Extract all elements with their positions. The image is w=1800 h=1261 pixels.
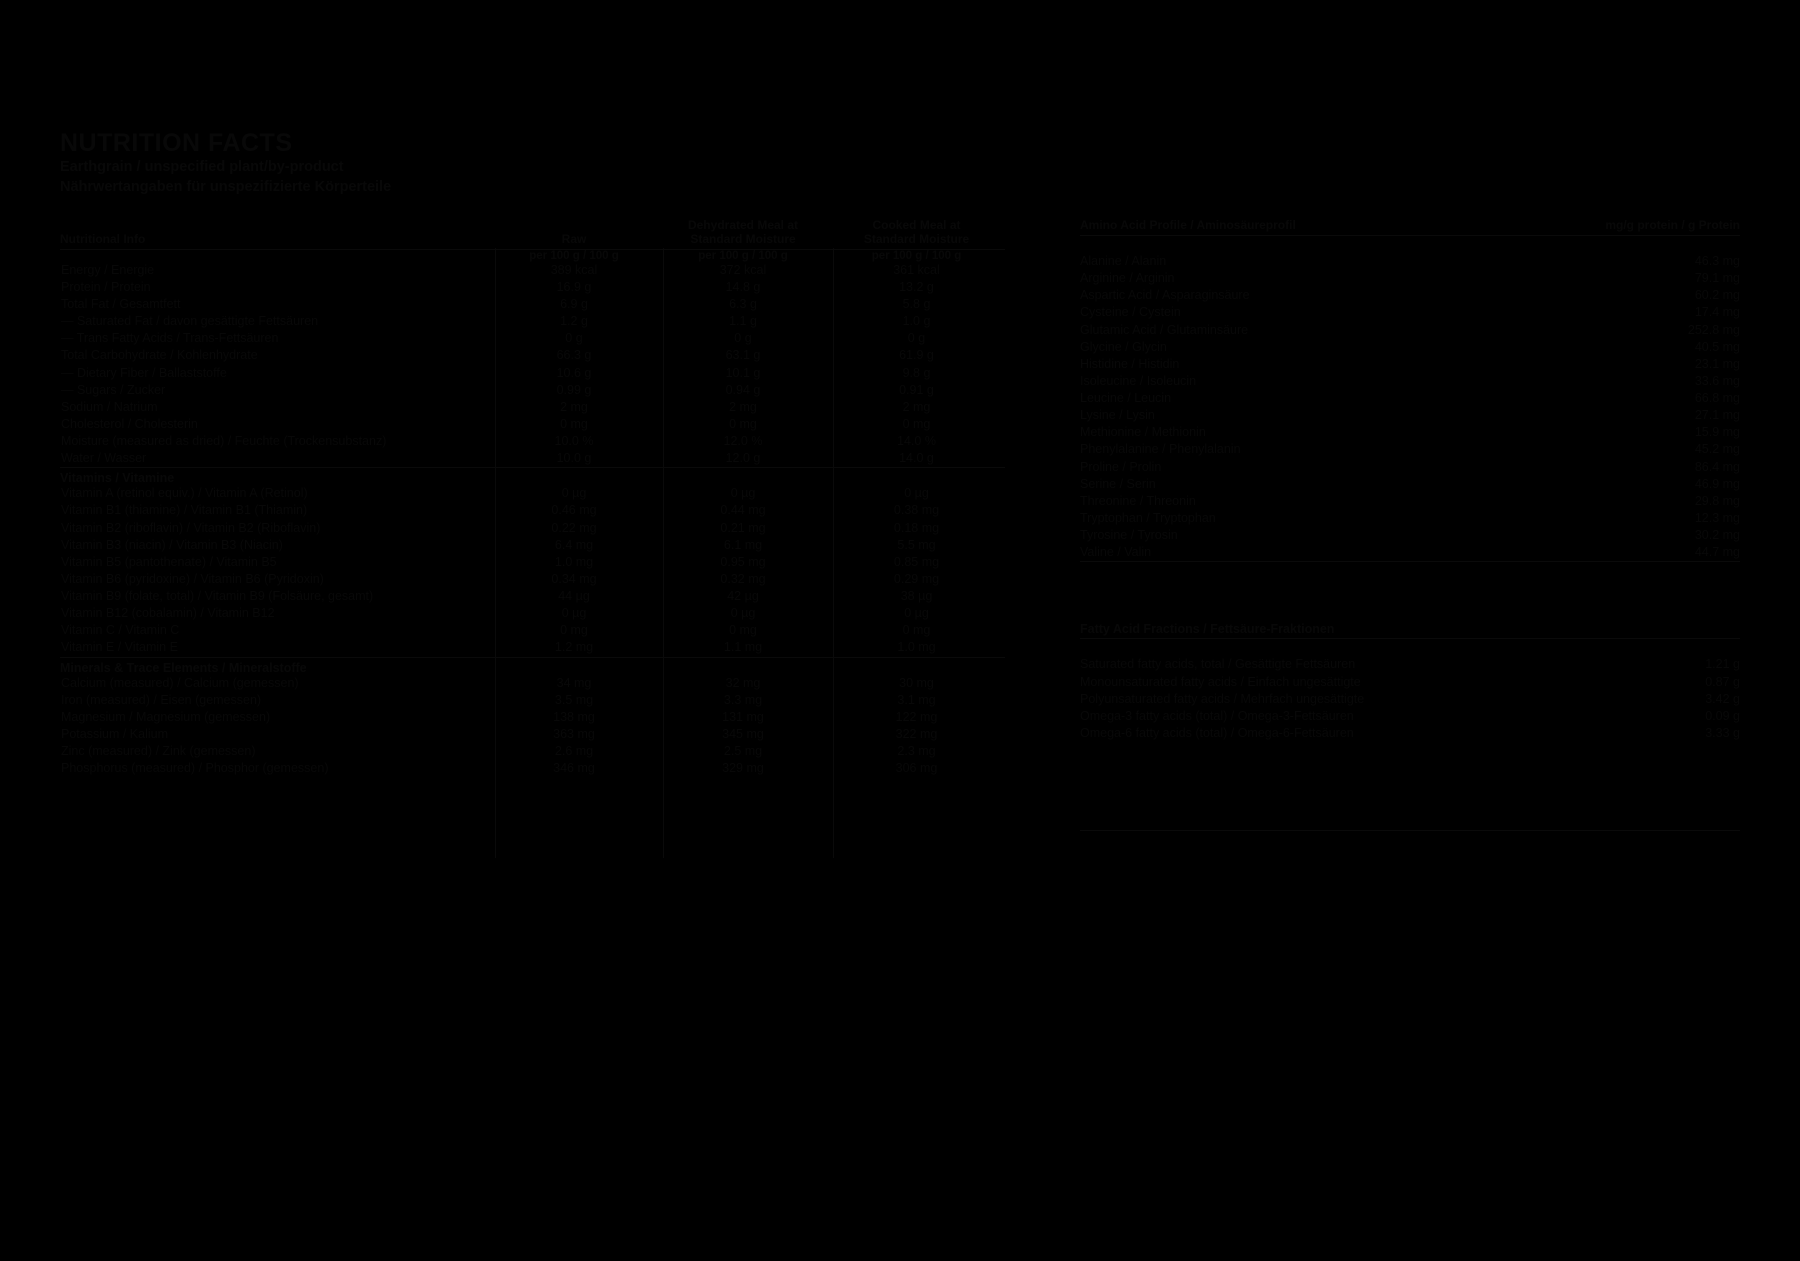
table-row: Calcium (measured) / Calcium (gemessen) 34 mg 32 mg 30 mg xyxy=(61,675,934,690)
table-row: Lysine / Lysin 27.1 mg xyxy=(1080,408,1740,423)
table-row: Vitamin C / Vitamin C 0 mg 0 mg 0 mg xyxy=(61,623,931,638)
table-row: Monounsaturated fatty acids / Einfach ungesättigte 0.87 g xyxy=(1080,674,1740,689)
table-row: Vitamin E / Vitamin E 1.2 mg 1.1 mg 1.0 mg xyxy=(61,640,936,655)
table-row: Omega-6 fatty acids (total) / Omega-6-Fettsäuren 3.33 g xyxy=(1080,725,1740,740)
amino-acid-bottom-rule xyxy=(1080,562,1740,580)
table-row: — Sugars / Zucker 0.99 g 0.94 g 0.91 g xyxy=(61,382,934,397)
table-row: Potassium / Kalium 363 mg 345 mg 322 mg xyxy=(61,726,938,741)
table-row: Histidine / Histidin 23.1 mg xyxy=(1080,356,1740,371)
right-column-bottom-rule xyxy=(1080,830,1740,831)
nutrition-main-table xyxy=(60,218,1005,777)
table-row: Zinc (measured) / Zink (gemessen) 2.6 mg 2.5 mg 2.3 mg xyxy=(61,744,936,759)
header-nutritional-info: Nutritional Info xyxy=(60,232,146,247)
table-row: Total Fat / Gesamtfett 6.9 g 6.3 g 5.8 g xyxy=(61,297,931,312)
document-subtitle-de: Nährwertangaben für unspezifizierte Körperteile xyxy=(60,178,392,195)
table-row: Vitamin A (retinol equiv.) / Vitamin A (Retinol) 0 µg 0 µg 0 µg xyxy=(61,486,929,501)
table-row: Magnesium / Magnesium (gemessen) 138 mg 131 mg 122 mg xyxy=(61,709,938,724)
table-row: Saturated fatty acids, total / Gesättigte Fettsäuren 1.21 g xyxy=(1080,657,1740,672)
table-row: Omega-3 fatty acids (total) / Omega-3-Fettsäuren 0.09 g xyxy=(1080,708,1740,723)
amino-acid-header-rule xyxy=(1080,236,1740,254)
table-row: Alanine / Alanin 46.3 mg xyxy=(1080,254,1740,268)
table-row: Glycine / Glycin 40.5 mg xyxy=(1080,339,1740,354)
table-row: Phosphorus (measured) / Phosphor (gemessen) 346 mg 329 mg 306 mg xyxy=(61,761,938,776)
table-row: Iron (measured) / Eisen (gemessen) 3.5 mg 3.3 mg 3.1 mg xyxy=(61,692,936,707)
table-row: Vitamin B1 (thiamine) / Vitamin B1 (Thiamin) 0.46 mg 0.44 mg 0.38 mg xyxy=(61,503,940,518)
table-row: — Saturated Fat / davon gesättigte Fettsäuren 1.2 g 1.1 g 1.0 g xyxy=(61,314,931,329)
table-row: — Dietary Fiber / Ballaststoffe 10.6 g 10.1 g 9.8 g xyxy=(61,365,931,380)
header-raw: Raw xyxy=(561,232,587,247)
table-row: Cysteine / Cystein 17.4 mg xyxy=(1080,305,1740,320)
subheader-dehydrated-unit: per 100 g / 100 g xyxy=(698,249,788,262)
table-row: Glutamic Acid / Glutaminsäure 252.8 mg xyxy=(1080,322,1740,337)
table-row: Vitamin B12 (cobalamin) / Vitamin B12 0 µg 0 µg 0 µg xyxy=(61,606,929,621)
table-row: Protein / Protein 16.9 g 14.8 g 13.2 g xyxy=(61,279,934,294)
table-row: Threonine / Threonin 29.8 mg xyxy=(1080,493,1740,508)
table-row: Valine / Valin 44.7 mg xyxy=(1080,545,1740,560)
table-row: Serine / Serin 46.9 mg xyxy=(1080,476,1740,491)
subheader-cooked-unit: per 100 g / 100 g xyxy=(871,249,962,262)
header-amino-acid-profile: Amino Acid Profile / Aminosäureprofil xyxy=(1080,218,1296,232)
amino-acid-table xyxy=(1080,218,1740,579)
section-title-minerals: Minerals & Trace Elements / Mineralstoffe xyxy=(60,660,307,675)
table-row: Leucine / Leucin 66.8 mg xyxy=(1080,391,1740,405)
table-row: Moisture (measured as dried) / Feuchte (Trockensubstanz) 10.0 % 12.0 % 14.0 % xyxy=(61,434,936,449)
table-row: Vitamin B5 (pantothenate) / Vitamin B5 1.0 mg 0.95 mg 0.85 mg xyxy=(61,554,940,569)
table-row: Vitamin B2 (riboflavin) / Vitamin B2 (Riboflavin) 0.22 mg 0.21 mg 0.18 mg xyxy=(61,520,940,535)
table-row: Arginine / Arginin 79.1 mg xyxy=(1080,271,1740,286)
table-row: Vitamin B3 (niacin) / Vitamin B3 (Niacin) 6.4 mg 6.1 mg 5.5 mg xyxy=(61,537,936,552)
subheader-blank xyxy=(60,250,490,262)
header-fatty-acid-fractions: Fatty Acid Fractions / Fettsäure-Fraktionen xyxy=(1080,622,1335,637)
table-row: Tryptophan / Tryptophan 12.3 mg xyxy=(1080,510,1740,525)
right-column xyxy=(1080,218,1740,742)
subheader-raw-unit: per 100 g / 100 g xyxy=(529,249,619,262)
table-row: — Trans Fatty Acids / Trans-Fettsäuren 0 g 0 g 0 g xyxy=(61,331,926,346)
table-row: Aspartic Acid / Asparaginsäure 60.2 mg xyxy=(1080,288,1740,303)
table-row: Tyrosine / Tyrosin 30.2 mg xyxy=(1080,528,1740,542)
document-title: NUTRITION FACTS xyxy=(60,129,293,157)
table-row: Vitamin B6 (pyridoxine) / Vitamin B6 (Pyridoxin) 0.34 mg 0.32 mg 0.29 mg xyxy=(61,571,940,586)
nutrition-facts-panel xyxy=(60,130,1740,860)
fatty-acid-table xyxy=(1080,621,1740,742)
header-dehydrated: Dehydrated Meal at Standard Moisture xyxy=(687,218,799,247)
table-row: Cholesterol / Cholesterin 0 mg 0 mg 0 mg xyxy=(61,416,931,431)
table-header-row xyxy=(60,218,1005,249)
header-amino-acid-units: mg/g protein / g Protein xyxy=(1605,218,1740,232)
document-subtitle-en: Earthgrain / unspecified plant/by-product xyxy=(60,159,344,176)
table-row: Isoleucine / Isoleucin 33.6 mg xyxy=(1080,373,1740,388)
table-row: Methionine / Methionin 15.9 mg xyxy=(1080,425,1740,440)
amino-acid-header-row xyxy=(1080,218,1740,236)
table-row: Polyunsaturated fatty acids / Mehrfach ungesättigte 3.42 g xyxy=(1080,691,1740,706)
table-row: Vitamin B9 (folate, total) / Vitamin B9 (Folsäure, gesamt) 44 µg 42 µg 38 µg xyxy=(61,589,933,604)
table-row: Proline / Prolin 86.4 mg xyxy=(1080,459,1740,474)
table-row: Water / Wasser 10.0 g 12.0 g 14.0 g xyxy=(61,451,934,466)
fatty-acid-header-rule xyxy=(1080,639,1740,657)
fatty-acid-header-row xyxy=(1080,621,1740,639)
header-cooked: Cooked Meal at Standard Moisture xyxy=(863,218,970,247)
section-title-vitamins: Vitamins / Vitamine xyxy=(60,471,175,486)
table-row: Sodium / Natrium 2 mg 2 mg 2 mg xyxy=(61,399,931,414)
table-subheader-row xyxy=(60,250,1005,262)
table-row: Total Carbohydrate / Kohlenhydrate 66.3 g 63.1 g 61.9 g xyxy=(61,348,934,363)
table-row: Energy / Energie 389 kcal 372 kcal 361 kcal xyxy=(61,262,940,277)
table-row: Phenylalanine / Phenylalanin 45.2 mg xyxy=(1080,442,1740,457)
